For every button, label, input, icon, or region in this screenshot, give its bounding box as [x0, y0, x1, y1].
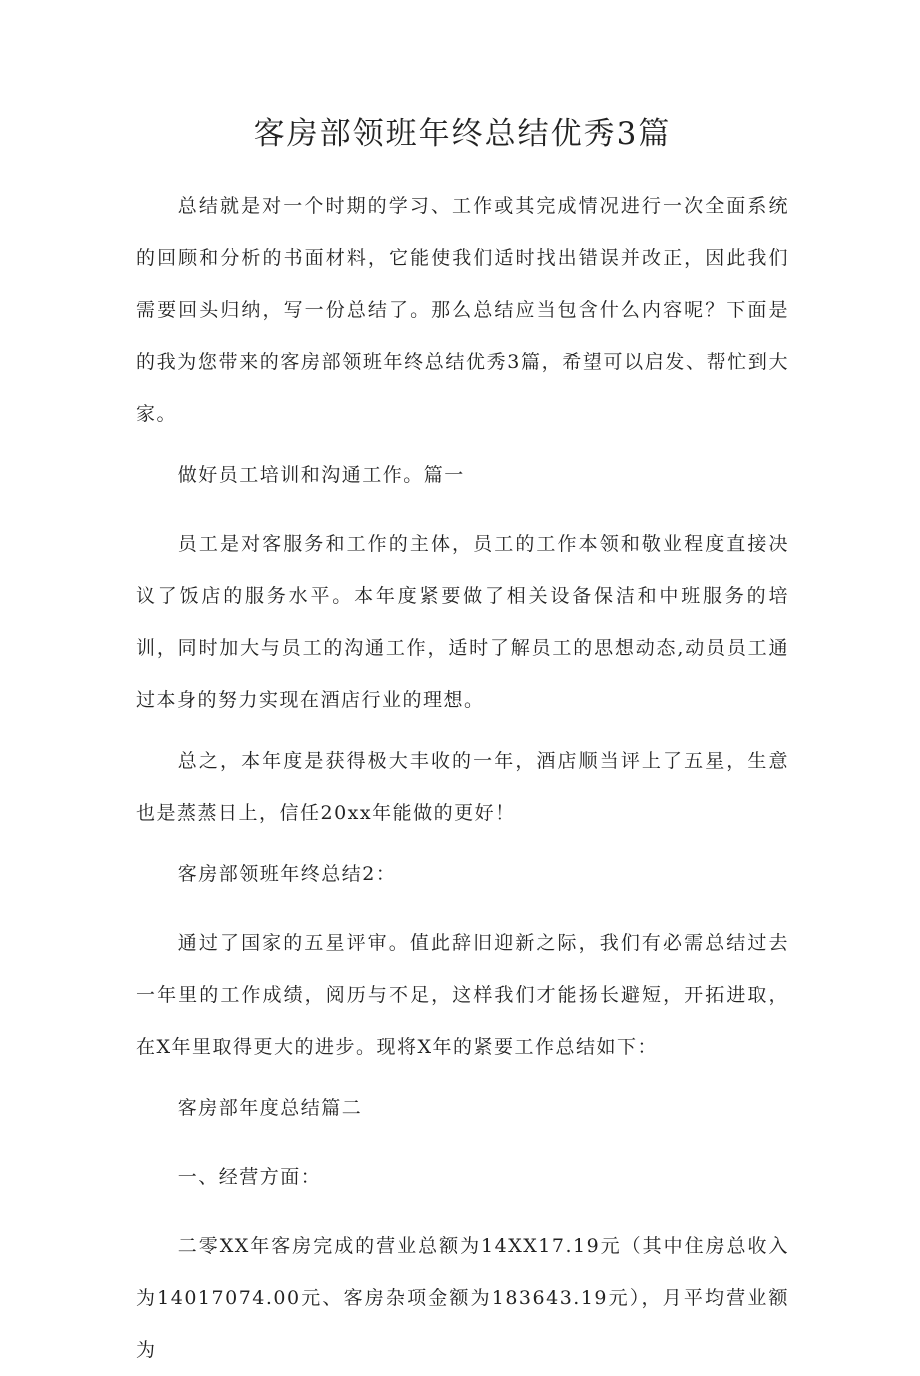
body-paragraph: 通过了国家的五星评审。值此辞旧迎新之际，我们有必需总结过去一年里的工作成绩，阅历与不足，这样我们才能扬长避短，开拓进取，在X年里取得更大的进步。现将X年的紧要工作总结如下：: [136, 932, 789, 1058]
section-heading: 客房部年度总结篇二: [177, 1097, 363, 1119]
subsection-heading: 一、经营方面：: [177, 1166, 322, 1188]
document-title: 客房部领班年终总结优秀3篇: [253, 116, 672, 152]
section-heading: 客房部领班年终总结2：: [177, 863, 397, 885]
intro-paragraph: 总结就是对一个时期的学习、工作或其完成情况进行一次全面系统的回顾和分析的书面材料，它能使我们适时找出错误并改正，因此我们需要回头归纳，写一份总结了。那么总结应当包含什么内容呢？下面是的我为您带来的客房部领班年终总结优秀3篇，希望可以启发、帮忙到大家。: [136, 195, 789, 425]
body-paragraph: 总之，本年度是获得极大丰收的一年，酒店顺当评上了五星，生意也是蒸蒸日上，信任20xx年能做的更好！: [136, 750, 789, 824]
body-paragraph: 员工是对客服务和工作的主体，员工的工作本领和敬业程度直接决议了饭店的服务水平。本年度紧要做了相关设备保洁和中班服务的培训，同时加大与员工的沟通工作，适时了解员工的思想动态,动员员工通过本身的努力实现在酒店行业的理想。: [136, 533, 789, 711]
body-paragraph: 二零XX年客房完成的营业总额为14XX17.19元（其中住房总收入为14017074.00元、客房杂项金额为183643.19元），月平均营业额为: [136, 1235, 789, 1361]
section-heading: 做好员工培训和沟通工作。篇一: [177, 464, 465, 486]
